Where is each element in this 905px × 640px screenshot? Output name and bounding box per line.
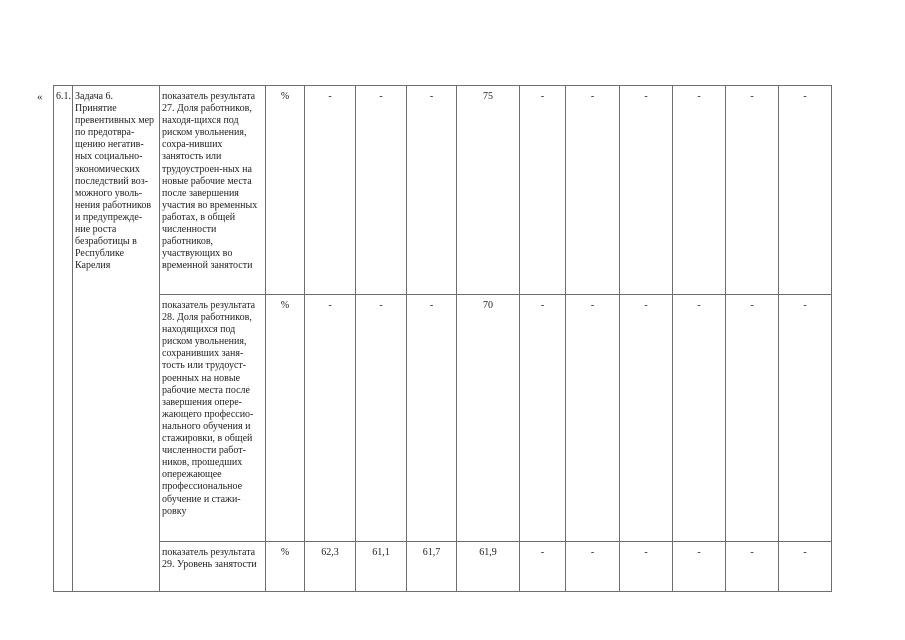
unit-cell: % [266,542,305,592]
value-cell: - [620,86,673,295]
value-cell: - [673,542,726,592]
value-cell: - [356,295,407,542]
task-description: Задача 6. Принятие превентивных мер по предотвра-щению негатив-ных социально-экономических последствий воз-можного уволь-нения работников и предупрежде-ние роста безработицы в Республике Карелия [73,86,160,592]
value-cell: - [673,86,726,295]
value-cell: - [520,86,566,295]
value-cell: - [407,295,457,542]
indicator-cell: показатель результата 29. Уровень занятости [160,542,266,592]
indicator-cell: показатель результата 28. Доля работников, находящихся под риском увольнения, сохранивших заня-тость или трудоуст-роенных на новые рабочие места после завершения опере-жающего профессио-нального обучения и стажировки, в общей численности работ-ников, прошедших опережающее профессиональное обучение и стажи-ровку [160,295,266,542]
opening-quote: « [37,91,43,103]
value-cell: - [726,86,779,295]
value-cell: - [620,542,673,592]
value-cell: 61,1 [356,542,407,592]
unit-cell: % [266,295,305,542]
table-row [54,86,832,295]
value-cell: - [673,295,726,542]
value-cell: - [566,86,620,295]
section-number: 6.1. [54,86,73,592]
value-cell: - [305,86,356,295]
value-cell: - [407,86,457,295]
value-cell: - [520,542,566,592]
table-row [54,295,832,542]
value-cell: - [566,295,620,542]
unit-cell: % [266,86,305,295]
indicator-cell: показатель результата 27. Доля работников, находя-щихся под риском увольнения, сохра-нивших занятость или трудоустроен-ных на новые рабочие места после завершения участия во временных работах, в общей численности работников, участвующих во временной занятости [160,86,266,295]
value-cell: - [726,295,779,542]
table-row [54,542,832,592]
results-table [53,85,832,592]
value-cell: - [620,295,673,542]
value-cell: - [305,295,356,542]
value-cell: - [726,542,779,592]
value-cell: 61,9 [457,542,520,592]
value-cell: - [520,295,566,542]
value-cell: - [779,86,832,295]
value-cell: 62,3 [305,542,356,592]
value-cell: - [779,295,832,542]
value-cell: 70 [457,295,520,542]
value-cell: 61,7 [407,542,457,592]
value-cell: - [566,542,620,592]
value-cell: 75 [457,86,520,295]
value-cell: - [779,542,832,592]
value-cell: - [356,86,407,295]
